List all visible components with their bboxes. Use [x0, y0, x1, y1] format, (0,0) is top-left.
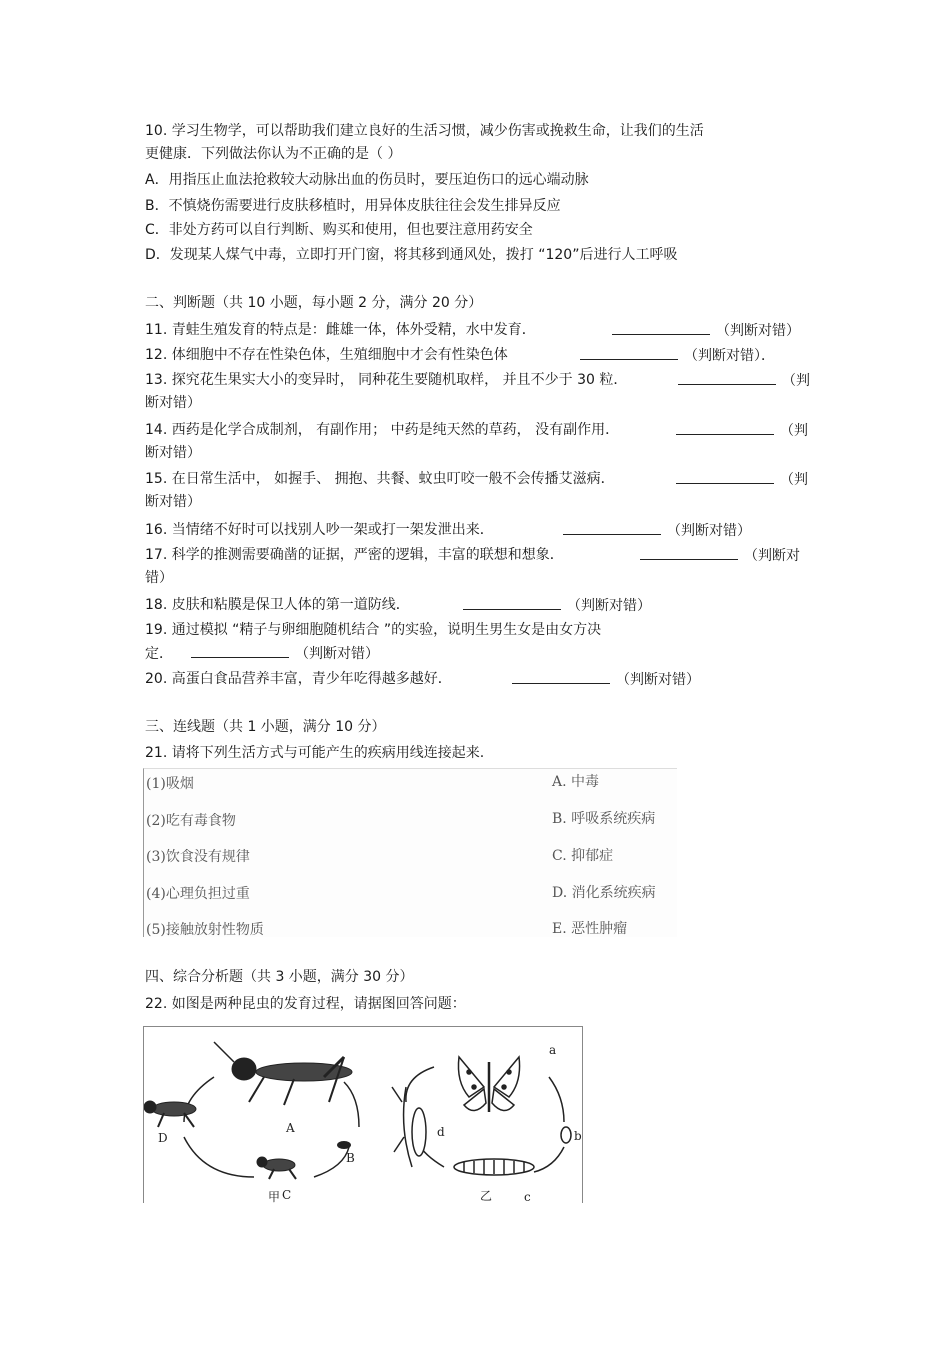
q10-option-d: D．发现某人煤气中毒，立即打开门窗，将其移到通风处，拨打 “120”后进行人工呼吸	[145, 247, 678, 263]
answer-blank[interactable]	[191, 643, 289, 658]
q11	[145, 320, 536, 340]
label-d: d	[437, 1125, 445, 1139]
q11-text: 11. 青蛙生殖发育的特点是：雌雄一体，体外受精，水中发育．	[145, 322, 536, 338]
judge-mark: （判	[780, 472, 808, 488]
q16-answer	[563, 520, 751, 541]
label-c: c	[524, 1190, 531, 1204]
judge-mark: （判断对错）	[667, 523, 751, 539]
match-left-1[interactable]: (1)吸烟	[146, 776, 194, 792]
q14: 14. 西药是化学合成制剂， 有副作用； 中药是纯天然的草药， 没有副作用．	[145, 422, 620, 438]
judge-mark: （判断对错）	[295, 646, 379, 662]
section4-heading: 四、综合分析题（共 3 小题，满分 30 分）	[145, 969, 414, 985]
matching-table	[143, 768, 677, 937]
q13: 13. 探究花生果实大小的变异时， 同种花生要随机取样， 并且不少于 30 粒．	[145, 372, 628, 388]
q15-mark-cont: 断对错）	[145, 494, 201, 510]
answer-blank[interactable]	[563, 520, 661, 535]
q10-stem-line2: 更健康．下列做法你认为不正确的是（ ）	[145, 146, 402, 162]
judge-mark: （判	[780, 423, 808, 439]
section3-heading: 三、连线题（共 1 小题，满分 10 分）	[145, 719, 386, 735]
grasshopper-adult-icon	[214, 1042, 352, 1105]
match-right-b[interactable]: B. 呼吸系统疾病	[552, 811, 656, 827]
label-A: A	[286, 1121, 295, 1135]
cycle-arrow	[549, 1077, 564, 1122]
match-right-d[interactable]: D. 消化系统疾病	[552, 885, 656, 901]
answer-blank[interactable]	[640, 545, 738, 560]
label-b: b	[574, 1129, 582, 1143]
judge-mark: （判断对	[744, 548, 800, 564]
match-left-5[interactable]: (5)接触放射性物质	[146, 922, 264, 938]
match-left-3[interactable]: (3)饮食没有规律	[146, 849, 250, 865]
pupa-icon	[392, 1087, 426, 1167]
q14-answer	[676, 420, 808, 441]
q18: 18. 皮肤和粘膜是保卫人体的第一道防线．	[145, 597, 410, 613]
butterfly-egg-icon	[561, 1127, 571, 1143]
q10-option-c: C．非处方药可以自行判断、购买和使用，但也要注意用药安全	[145, 222, 533, 238]
insect-development-figure	[143, 1026, 583, 1203]
match-right-e[interactable]: E. 恶性肿瘤	[552, 921, 628, 937]
label-D: D	[158, 1131, 168, 1145]
insect-cycle-drawing	[144, 1027, 582, 1203]
judge-mark: （判断对错）．	[684, 348, 775, 364]
q21: 21. 请将下列生活方式与可能产生的疾病用线连接起来.	[145, 745, 485, 761]
judge-mark: （判	[782, 373, 810, 389]
match-right-c[interactable]: C. 抑郁症	[552, 848, 614, 864]
cycle-arrow	[406, 1067, 434, 1102]
answer-blank[interactable]	[676, 420, 774, 435]
answer-blank[interactable]	[512, 669, 610, 684]
q14-mark-cont: 断对错）	[145, 445, 201, 461]
answer-blank[interactable]	[678, 370, 776, 385]
q18-answer	[463, 595, 651, 616]
q20-answer	[512, 669, 700, 690]
answer-blank[interactable]	[676, 469, 774, 484]
q10-option-b: B．不慎烧伤需要进行皮肤移植时，用异体皮肤往往会发生排异反应	[145, 198, 561, 214]
q22: 22. 如图是两种昆虫的发育过程，请据图回答问题：	[145, 996, 466, 1012]
judge-mark: （判断对错）	[567, 598, 651, 614]
answer-blank[interactable]	[463, 595, 561, 610]
caterpillar-icon	[454, 1159, 534, 1175]
q17-mark-cont: 错）	[145, 570, 173, 586]
judge-mark: （判断对错）	[616, 672, 700, 688]
match-left-2[interactable]: (2)吃有毒食物	[146, 813, 236, 829]
q10-stem-line1: 10. 学习生物学，可以帮助我们建立良好的生活习惯，减少伤害或挽救生命，让我们的生活	[145, 123, 704, 139]
q19-line2-text: 定．	[145, 646, 173, 662]
q10-option-a: A．用指压止血法抢救较大动脉出血的伤员时，要压迫伤口的远心端动脉	[145, 172, 589, 188]
label-B: B	[346, 1151, 355, 1165]
label-yi: 乙	[480, 1189, 493, 1203]
cycle-arrow	[344, 1082, 359, 1127]
answer-blank[interactable]	[612, 320, 710, 335]
cycle-arrow	[184, 1077, 214, 1122]
label-C: C	[282, 1188, 292, 1202]
grasshopper-nymph-large-icon	[144, 1101, 196, 1127]
label-jia: 甲	[268, 1190, 281, 1204]
cycle-arrow	[184, 1137, 254, 1177]
q13-mark-cont: 断对错）	[145, 395, 201, 411]
q19-line2	[145, 643, 379, 664]
judge-mark: （判断对错）	[716, 323, 800, 339]
cycle-arrow	[534, 1147, 564, 1172]
q15-answer	[676, 469, 808, 490]
answer-blank[interactable]	[580, 345, 678, 360]
match-left-4[interactable]: (4)心理负担过重	[146, 886, 250, 902]
q19-line1: 19. 通过模拟 “精子与卵细胞随机结合 ”的实验，说明生男生女是由女方决	[145, 622, 602, 638]
egg-icon	[337, 1141, 351, 1149]
q11-answer	[612, 320, 800, 341]
q20: 20. 高蛋白食品营养丰富，青少年吃得越多越好．	[145, 671, 452, 687]
cycle-arrow	[314, 1147, 349, 1177]
q17: 17. 科学的推测需要确凿的证据，严密的逻辑，丰富的联想和想象．	[145, 547, 564, 563]
q16: 16. 当情绪不好时可以找别人吵一架或打一架发泄出来．	[145, 522, 494, 538]
butterfly-adult-icon	[458, 1057, 519, 1112]
q17-answer	[640, 545, 800, 566]
label-a: a	[549, 1043, 557, 1057]
match-right-a[interactable]: A. 中毒	[552, 774, 600, 790]
q12: 12. 体细胞中不存在性染色体，生殖细胞中才会有性染色体	[145, 347, 508, 363]
q15: 15. 在日常生活中， 如握手、 拥抱、共餐、蚊虫叮咬一般不会传播艾滋病．	[145, 471, 615, 487]
q12-answer	[580, 345, 775, 366]
section2-heading: 二、判断题（共 10 小题，每小题 2 分，满分 20 分）	[145, 295, 483, 311]
q13-answer	[678, 370, 810, 391]
grasshopper-nymph-small-icon	[257, 1157, 296, 1179]
